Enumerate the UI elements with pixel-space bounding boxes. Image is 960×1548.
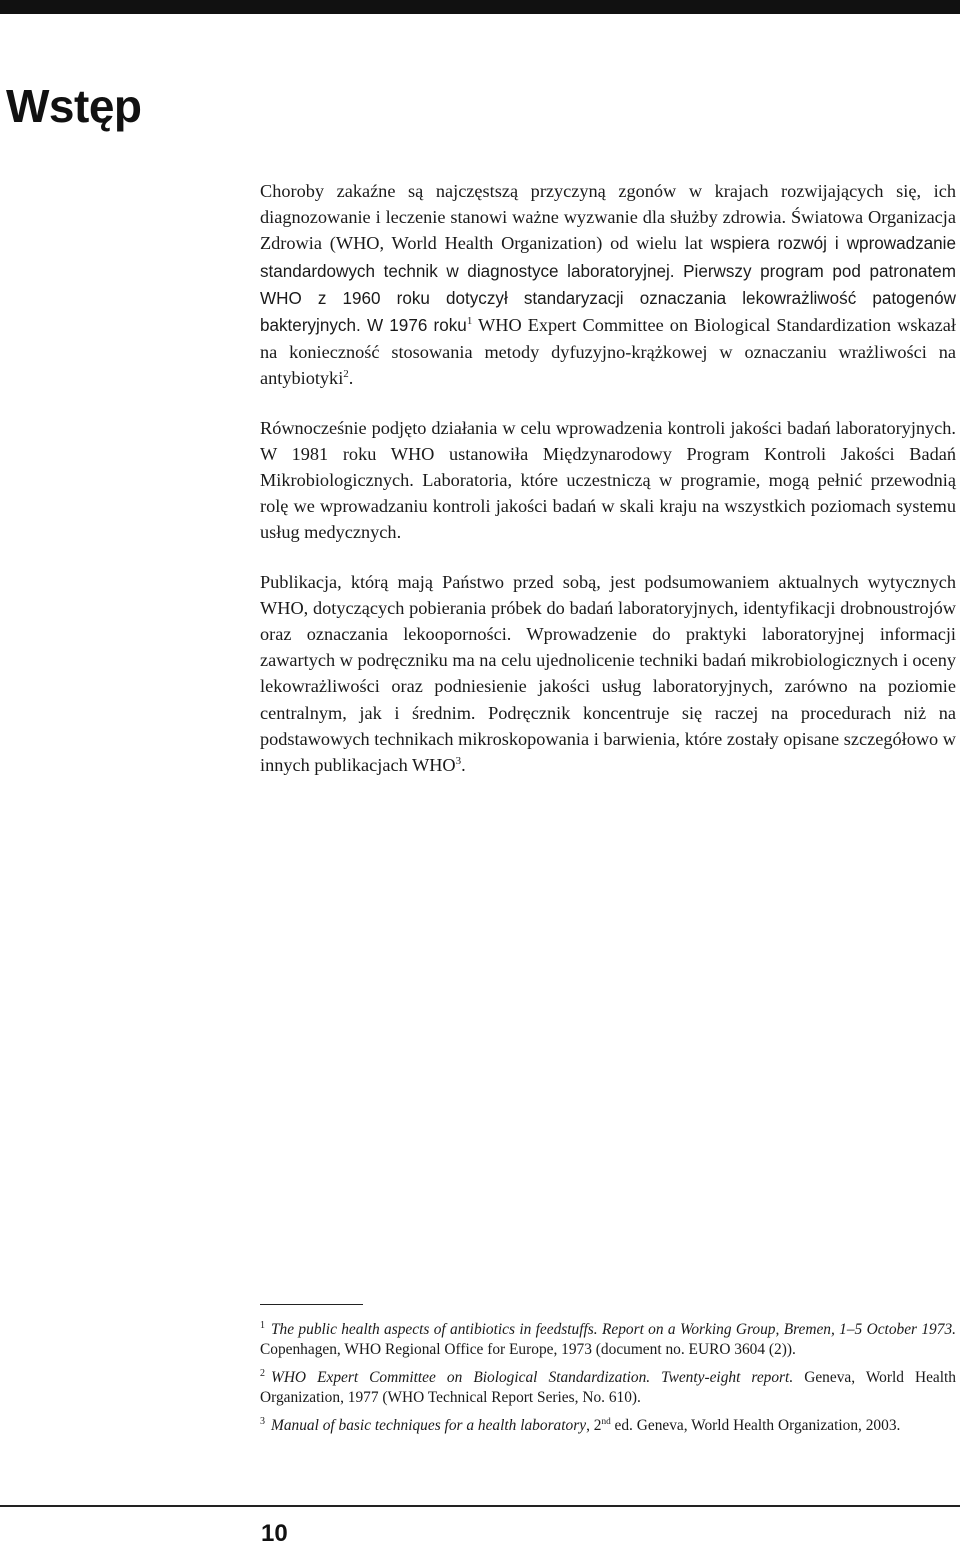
paragraph-2: Równocześnie podjęto działania w celu wprowadzenia kontroli jakości badań laboratoryjnych. W 1981 roku WHO ustanowiła Międzynarodowy Program Kontroli Jakości Badań Mikrobiologicznych. Laboratoria, które uczestniczą w programie, mogą pełnić przewodnią rolę we wprowadzaniu kontroli jakości badań w skali kraju na wszystkich poziomach systemu usług medycznych. — [260, 417, 956, 543]
footnote-number: 3 — [260, 1415, 265, 1427]
footnote-title: Manual of basic techniques for a health laboratory — [271, 1417, 587, 1434]
footnote-3 — [260, 1416, 956, 1436]
footnote-text-end: ed. Geneva, World Health Organization, 2003. — [610, 1417, 901, 1434]
paragraph-1-end: . — [348, 368, 354, 389]
footnote-title: WHO Expert Committee on Biological Standardization. Twenty-eight report. — [271, 1369, 794, 1386]
footnote-2 — [260, 1368, 956, 1408]
footnote-ref-1[interactable]: 1 — [466, 314, 473, 327]
footnote-text: , 2 — [586, 1417, 602, 1434]
footnote-number: 2 — [260, 1367, 265, 1379]
paragraph-3-text: Publikacja, którą mają Państwo przed sobą, jest podsumowaniem aktualnych wytycznych WHO, dotyczących pobierania próbek do badań laboratoryjnych, identyfikacji drobnoustrojów oraz oznaczania lekooporności. Wprowadzenie do praktyki laboratoryjnej informacji zawartych w podręczniku ma na celu ujednolicenie techniki badań mikrobiologicznych i oceny lekowrażliwości oraz podniesienie jakości usług laboratoryjnych, zarówno na poziomie centralnym, jak i średnim. Podręcznik koncentruje się raczej na procedurach niż na podstawowych technikach mikroskopowania i barwienia, które zostały opisane szczegółowo w innych publikacjach WHO — [260, 571, 956, 776]
footnote-separator — [260, 1304, 363, 1305]
footnote-title: The public health aspects of antibiotics in feedstuffs. Report on a Working Group, Bremen, 1–5 October 1973. — [271, 1321, 956, 1338]
paragraph-1-serif-a: Choroby zakaźne są najczęstszą przyczyną zgonów w krajach rozwijających się, ich diagnozowanie i leczenie stanowi ważne wyzwanie dla służby zdrowia. Światowa Organizacja Zdrowia (WHO, World Health Organization) od wielu lat — [260, 181, 956, 254]
footnote-ref-3[interactable]: 3 — [455, 754, 462, 767]
paragraph-1 — [260, 178, 956, 392]
page-number: 10 — [261, 1520, 288, 1547]
paragraph-3 — [260, 569, 956, 779]
footnote-text: Copenhagen, WHO Regional Office for Europe, 1973 (document no. EURO 3604 (2)). — [260, 1341, 796, 1358]
footnotes — [260, 1320, 956, 1444]
body-text — [260, 178, 956, 801]
footnote-text: Geneva, World Health Organization, 1977 (WHO Technical Report Series, No. 610). — [260, 1369, 956, 1406]
page-title: Wstęp — [6, 80, 142, 132]
paragraph-1-serif-b: WHO Expert Committee on Biological Standardization wskazał na konieczność stosowania metody dyfuzyjno-krążkowej w oznaczaniu wrażliwości na antybiotyki — [260, 315, 956, 389]
bottom-rule — [0, 1505, 960, 1507]
paragraph-3-end: . — [461, 755, 466, 776]
footnote-number: 1 — [260, 1319, 265, 1331]
footnote-ordinal: nd — [601, 1415, 611, 1426]
top-rule — [0, 0, 960, 14]
footnote-ref-2[interactable]: 2 — [343, 368, 349, 381]
footnote-1 — [260, 1320, 956, 1360]
paragraph-1-sans: wspiera rozwój i wprowadzanie standardowych technik w diagnostyce laboratoryjnej. Pierwszy program pod patronatem WHO z 1960 roku dotyczył standaryzacji oznaczania lekowrażliwość patogenów bakteryjnych. W 1976 roku — [260, 234, 956, 336]
